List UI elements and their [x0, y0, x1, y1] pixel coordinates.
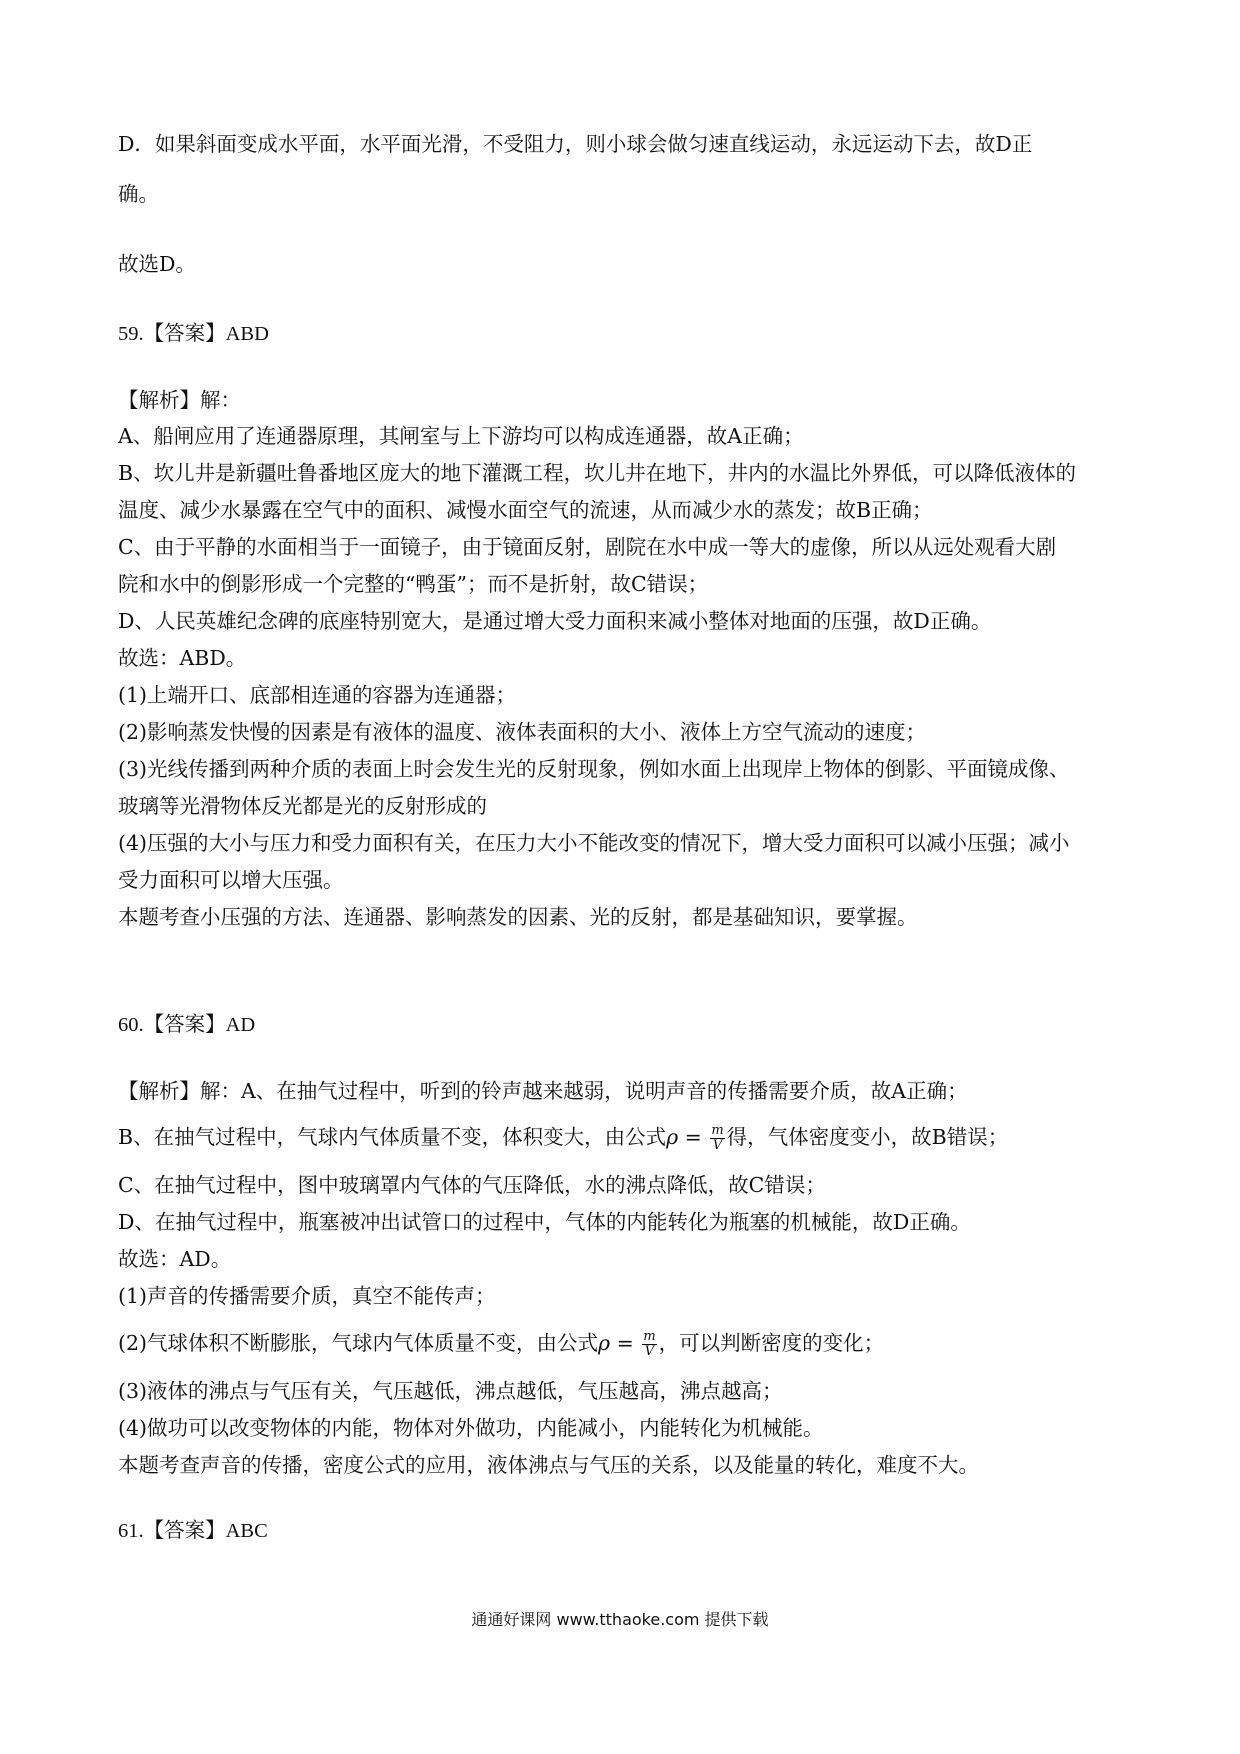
q60-note-4: (4)做功可以改变物体的内能，物体对外做功，内能减小，内能转化为机械能。 [118, 1416, 824, 1440]
q60-note-2-text-end: ，可以判断密度的变化； [658, 1331, 885, 1355]
q60-line-b-text: B、在抽气过程中，气球内气体质量不变，体积变大，由公式 [118, 1125, 667, 1149]
q58-option-d-line2: 确。 [118, 182, 159, 206]
q60-answer-heading: 60.【答案】AD [118, 1014, 256, 1036]
fraction-denominator: V [644, 1344, 655, 1359]
q60-summary: 本题考查声音的传播，密度公式的应用，液体沸点与气压的关系，以及能量的转化，难度不大。 [118, 1453, 979, 1477]
q59-line: (1)上端开口、底部相连通的容器为连通器； [118, 683, 517, 707]
q59-summary: 本题考查小压强的方法、连通器、影响蒸发的因素、光的反射，都是基础知识，要掌握。 [118, 905, 918, 929]
q59-line: (4)压强的大小与压力和受力面积有关，在压力大小不能改变的情况下，增大受力面积可以减小压强；减小 [118, 831, 1070, 855]
q60-note-3: (3)液体的沸点与气压有关，气压越低，沸点越低，气压越高，沸点越高； [118, 1379, 783, 1403]
q59-line: (2)影响蒸发快慢的因素是有液体的温度、液体表面积的大小、液体上方空气流动的速度； [118, 720, 927, 744]
fraction-numerator: m [643, 1329, 656, 1344]
q59-line: A、船闸应用了连通器原理，其闸室与上下游均可以构成连通器，故A正确； [118, 424, 804, 448]
q60-line-b [118, 1124, 1008, 1153]
q60-line-a: 【解析】解：A、在抽气过程中，听到的铃声越来越弱，说明声音的传播需要介质，故A正确； [118, 1079, 968, 1103]
q59-line: B、坎儿井是新疆吐鲁番地区庞大的地下灌溉工程，坎儿井在地下，井内的水温比外界低，可以降低液体的 [118, 461, 1077, 485]
q60-line-b-text-end: 得，气体密度变小，故B错误； [726, 1125, 1009, 1149]
density-formula-lhs: ρ = [666, 1125, 709, 1149]
q58-option-d-line1: D．如果斜面变成水平面，水平面光滑，不受阻力，则小球会做匀速直线运动，永远运动下去，故D正 [118, 132, 1033, 156]
q59-line: 院和水中的倒影形成一个完整的“鸭蛋”；而不是折射，故C错误； [118, 572, 709, 596]
q61-answer-heading: 61.【答案】ABC [118, 1520, 268, 1542]
q59-line: C、由于平静的水面相当于一面镜子，由于镜面反射，剧院在水中成一等大的虚像，所以从远处观看大剧 [118, 535, 1057, 559]
q59-line: 故选：ABD。 [118, 646, 247, 670]
q59-line: 温度、减少水暴露在空气中的面积、减慢水面空气的流速，从而减少水的蒸发；故B正确； [118, 498, 933, 522]
page-footer: 通通好课网 www.tthaoke.com 提供下载 [471, 1610, 769, 1629]
density-fraction [642, 1330, 656, 1359]
q59-analysis-label: 【解析】解： [118, 388, 241, 412]
q59-line: 受力面积可以增大压强。 [118, 868, 344, 892]
q60-line-c: C、在抽气过程中，图中玻璃罩内气体的气压降低，水的沸点降低，故C错误； [118, 1173, 826, 1197]
fraction-denominator: V [712, 1138, 723, 1153]
q60-note-2-text: (2)气球体积不断膨胀，气球内气体质量不变，由公式 [118, 1331, 599, 1355]
q59-line: 玻璃等光滑物体反光都是光的反射形成的 [118, 794, 487, 818]
q59-line: D、人民英雄纪念碑的底座特别宽大，是通过增大受力面积来减小整体对地面的压强，故D正确。 [118, 609, 992, 633]
fraction-numerator: m [711, 1123, 724, 1138]
q58-conclusion: 故选D。 [118, 252, 196, 276]
q60-note-2 [118, 1330, 884, 1359]
density-fraction [710, 1124, 724, 1153]
q60-conclusion: 故选：AD。 [118, 1247, 232, 1271]
q60-line-d: D、在抽气过程中，瓶塞被冲出试管口的过程中，气体的内能转化为瓶塞的机械能，故D正确。 [118, 1210, 971, 1234]
density-formula-lhs: ρ = [598, 1331, 641, 1355]
q60-note-1: (1)声音的传播需要介质，真空不能传声； [118, 1284, 496, 1308]
q59-line: (3)光线传播到两种介质的表面上时会发生光的反射现象，例如水面上出现岸上物体的倒影、平面镜成像、 [118, 757, 1070, 781]
q59-answer-heading: 59.【答案】ABD [118, 323, 269, 345]
